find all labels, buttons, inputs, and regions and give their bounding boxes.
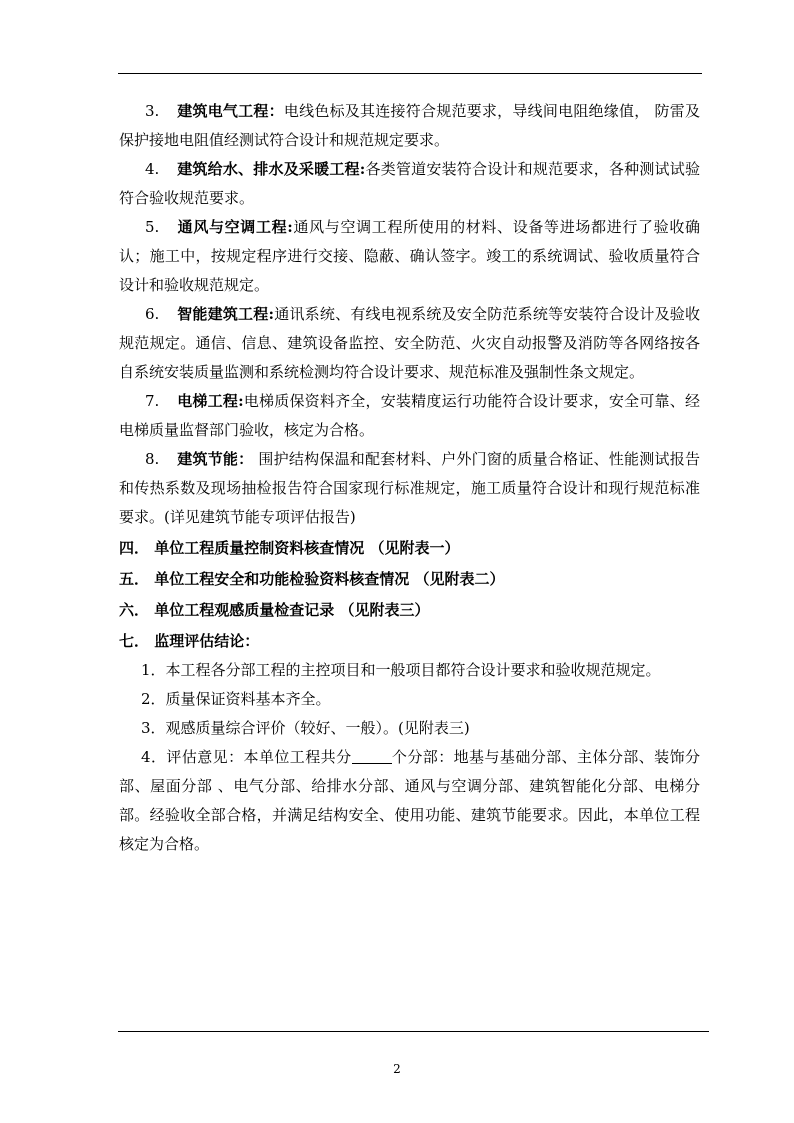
section-heading-4: 四． 单位工程质量控制资料核查情况 （见附表一）	[119, 539, 460, 557]
header-rule	[118, 73, 702, 74]
item-hvac	[119, 213, 700, 300]
item-title: 建筑节能	[177, 450, 239, 468]
section-heading-7: 七． 监理评估结论：	[119, 632, 260, 650]
conclusion-4-body: 个分部：地基与基础分部、主体分部、装饰分部、屋面分部 、电气分部、给排水分部、通风与空调分部、建筑智能化分部、电梯分部。经验收全部合格，并满足结构安全、使用功能、建筑节能要求。因此，本单位工程核定为合格。	[119, 748, 700, 853]
item-text: 通风与空调工程所使用的材料、设备等进场都进行了验收确认；施工中，按规定程序进行交接、隐蔽、确认签字。竣工的系统调试、验收质量符合设计和验收规范规定。	[119, 218, 700, 294]
item-text: 通讯系统、有线电视系统及安全防范系统等安装符合设计及验收规范规定。通信、信息、建筑设备监控、安全防范、火灾自动报警及消防等各网络按各自系统安装质量监测和系统检测均符合设计要求、规范标准及强制性条文规定。	[119, 305, 700, 381]
item-title: 建筑电气工程	[177, 102, 269, 120]
item-separator: :	[238, 392, 244, 410]
item-separator: :	[287, 218, 293, 236]
item-elevator	[119, 387, 700, 445]
item-text: 电梯质保资料齐全，安装精度运行功能符合设计要求，安全可靠、经电梯质量监督部门验收，核定为合格。	[119, 392, 700, 439]
item-plumbing	[119, 155, 700, 213]
item-text: 各类管道安装符合设计和规范要求，各种测试试验符合验收规范要求。	[119, 160, 700, 207]
item-number: 6.	[145, 305, 160, 323]
item-energy-saving	[119, 445, 700, 532]
item-text: 电线色标及其连接符合规范要求，导线间电阻绝缘值， 防雷及保护接地电阻值经测试符合设计和规范规定要求。	[119, 102, 700, 149]
item-number: 5.	[145, 218, 160, 236]
item-number: 3.	[145, 102, 160, 120]
item-electrical	[119, 97, 700, 155]
page-number: 2	[393, 1062, 401, 1076]
footer-rule	[118, 1031, 709, 1032]
item-title: 智能建筑工程	[177, 305, 269, 323]
item-text: 围护结构保温和配套材料、户外门窗的质量合格证、性能测试报告和传热系数及现场抽检报告符合国家现行标准规定，施工质量符合设计和现行规范标准要求。(详见建筑节能专项评估报告)	[119, 450, 700, 526]
document-body	[119, 97, 700, 859]
conclusion-3: 3．观感质量综合评价（较好、一般）。(见附表三)	[141, 719, 470, 737]
item-number: 7.	[145, 392, 160, 410]
item-title: 电梯工程	[177, 392, 239, 410]
item-separator: :	[268, 305, 275, 323]
section-heading-6: 六． 单位工程观感质量检查记录 （见附表三）	[119, 601, 430, 619]
item-separator: ：	[268, 102, 284, 120]
item-intelligent-building	[119, 300, 700, 387]
item-separator: ：	[238, 450, 254, 468]
section-heading-5: 五． 单位工程安全和功能检验资料核查情况 （见附表二）	[119, 570, 505, 588]
item-number: 4.	[145, 160, 160, 178]
conclusion-4	[119, 743, 700, 859]
conclusion-2: 2．质量保证资料基本齐全。	[141, 690, 331, 708]
item-separator: :	[359, 160, 366, 178]
conclusion-1: 1．本工程各分部工程的主控项目和一般项目都符合设计要求和验收规范规定。	[141, 661, 661, 679]
fill-in-blank	[352, 749, 392, 764]
item-number: 8.	[145, 450, 160, 468]
item-title: 通风与空调工程	[177, 218, 288, 236]
item-title: 建筑给水、排水及采暖工程	[177, 160, 360, 178]
conclusion-4-lead: 4．评估意见：本单位工程共分	[141, 748, 352, 766]
